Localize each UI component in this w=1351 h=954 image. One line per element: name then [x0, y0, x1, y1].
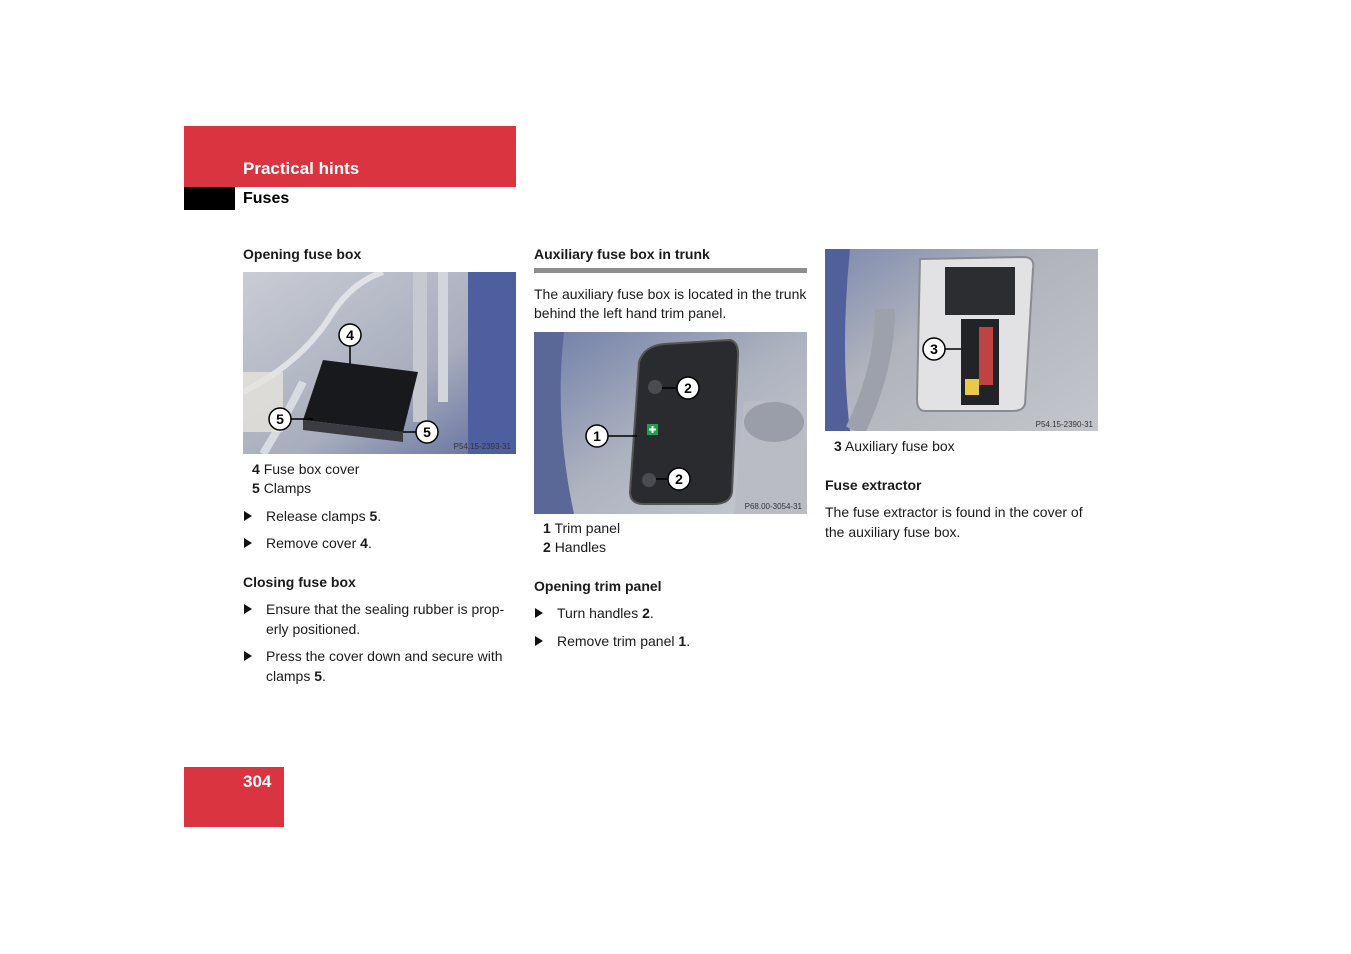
column-fuse-extractor: [825, 249, 1098, 542]
step-turn-handles: Turn handles 2.: [534, 604, 807, 624]
svg-text:5: 5: [423, 423, 431, 440]
heading-fuse-extractor: Fuse extractor: [825, 476, 922, 493]
legend-col3: [825, 437, 1098, 457]
svg-text:2: 2: [675, 470, 683, 487]
section-title: Practical hints: [243, 159, 360, 178]
figure-auxiliary-fuse-box: [825, 249, 1098, 431]
step-release-clamps: Release clamps 5.: [243, 507, 516, 527]
fuse-extractor-text: The fuse extractor is found in the cover of the auxiliary fuse box.: [825, 504, 1083, 540]
subsection-title: Fuses: [243, 190, 290, 207]
svg-text:1: 1: [593, 427, 601, 444]
intro-text: The auxiliary fuse box is located in the trunk behind the left hand trim panel.: [534, 285, 807, 321]
step-ensure-sealing: Ensure that the sealing rubber is prop-erly positioned.: [243, 600, 516, 639]
legend-col2: [534, 519, 807, 558]
subsection-marker: [184, 187, 235, 210]
page-number: 304: [243, 772, 272, 791]
svg-text:3: 3: [930, 341, 938, 357]
column-auxiliary-fuse-box: [534, 245, 807, 651]
heading-closing-fuse-box: Closing fuse box: [243, 573, 356, 590]
figure-fuse-box-cover: [243, 272, 516, 454]
legend-col1: [243, 460, 516, 499]
figure-code: P54.15-2393-31: [453, 441, 511, 451]
svg-text:2: 2: [684, 379, 692, 396]
figure-trim-panel: [534, 332, 807, 514]
svg-text:5: 5: [276, 410, 284, 427]
figure-code: P54.15-2390-31: [1035, 420, 1093, 429]
heading-opening-trim-panel: Opening trim panel: [534, 577, 662, 594]
heading-auxiliary-fuse-box: Auxiliary fuse box in trunk: [534, 245, 807, 273]
legend-item: 2 Handles: [543, 539, 607, 555]
column-opening-fuse-box: [243, 245, 516, 686]
figure-code: P68.00-3054-31: [744, 501, 802, 511]
legend-item: 3 Auxiliary fuse box: [834, 438, 955, 454]
heading-opening-fuse-box: Opening fuse box: [243, 246, 362, 262]
step-remove-trim-panel: Remove trim panel 1.: [534, 632, 807, 652]
step-press-cover: Press the cover down and secure with clamps 5.: [243, 647, 516, 686]
legend-item: 1 Trim panel: [543, 519, 621, 536]
legend-item: 4 Fuse box cover: [252, 460, 360, 477]
legend-item: 5 Clamps: [252, 480, 312, 496]
step-remove-cover: Remove cover 4.: [243, 534, 516, 554]
svg-text:4: 4: [346, 326, 354, 343]
